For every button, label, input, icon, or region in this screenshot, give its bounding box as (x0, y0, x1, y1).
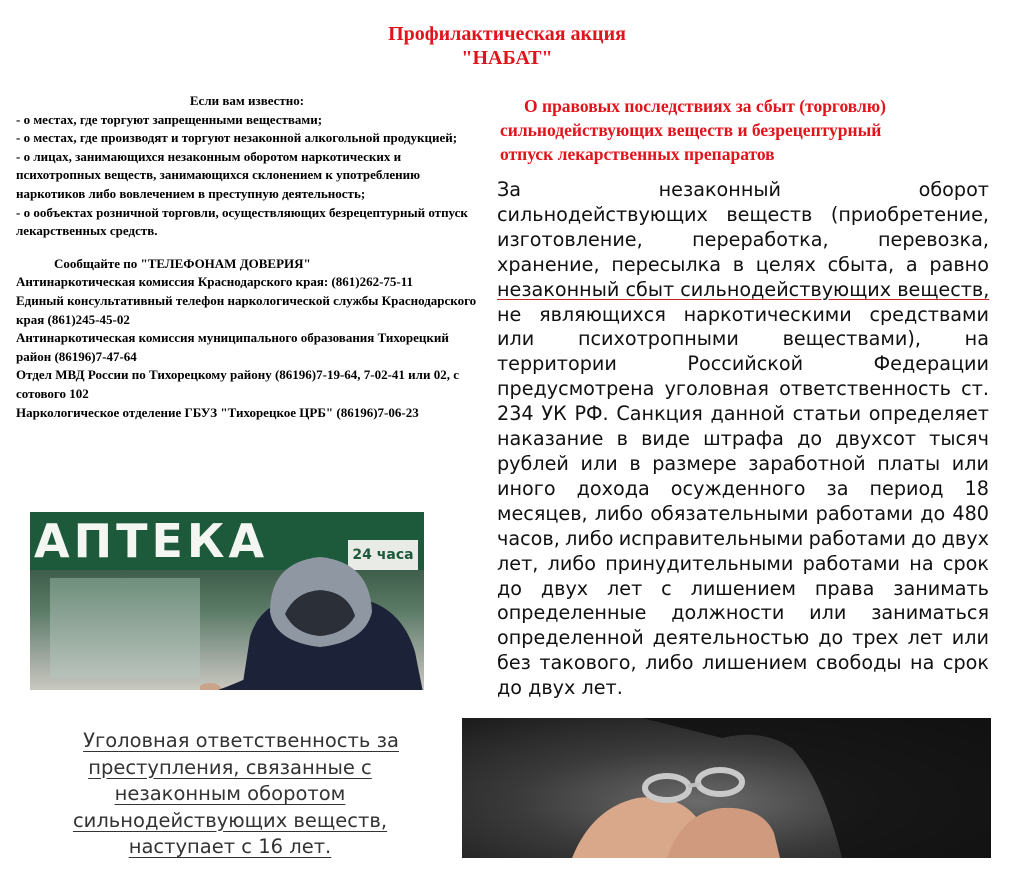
info-item: - о ообъектах розничной торговли, осуществляющих безрецептурный отпуск лекарственных средств. (16, 204, 468, 239)
legal-text-word: РФ. (574, 402, 609, 426)
heading-line: сильнодействующих веществ и безрецептурный (500, 120, 882, 140)
intro-heading: Если вам известно: (189, 93, 305, 108)
legal-text-line (497, 278, 989, 303)
legal-text-word: трех (852, 626, 899, 650)
legal-text-word: месяцев, (497, 501, 588, 525)
title-line-1: Профилактическая акция (388, 23, 626, 45)
legal-text-word: 480 (952, 501, 989, 525)
legal-text-word: рублей (497, 451, 569, 475)
legal-text-word: лишением (690, 576, 796, 600)
handcuffs-photo (462, 718, 991, 858)
legal-text-word: в (629, 451, 641, 475)
legal-text-line (497, 651, 989, 676)
legal-text-line (497, 253, 989, 278)
legal-text-word: хранение, (497, 252, 600, 276)
statement-line: Уголовная ответственность за (83, 729, 399, 752)
hotline-heading: Сообщайте по "ТЕЛЕФОНАМ ДОВЕРИЯ" (54, 255, 311, 271)
legal-text-line (497, 303, 989, 328)
contact-item: Единый консультативный телефон наркологической службы Краснодарского края (861)245-45-02 (16, 292, 477, 327)
info-item: - о местах, где производят и торгуют незаконной алкогольной продукцией; (16, 130, 458, 146)
legal-text-word: оборот (918, 178, 989, 201)
legal-text-word: либо (547, 551, 596, 575)
legal-text-word: осужденного (670, 476, 806, 500)
legal-text-word: предусмотрена (497, 377, 655, 401)
heading-line: О правовых последствиях за сбыт (торговлю) (524, 96, 886, 116)
legal-text-word: либо (645, 651, 694, 675)
legal-text-word: без (497, 651, 531, 675)
legal-text-line (497, 502, 989, 527)
info-item: - о местах, где торгуют запрещенными веществами; (16, 111, 323, 127)
legal-text-word: а (905, 252, 918, 276)
legal-text-word: территории (497, 352, 617, 376)
legal-text-word: наркотическими (683, 302, 852, 326)
left-info-column (16, 92, 478, 422)
legal-text-word: За (497, 178, 522, 201)
legal-text-word: двух (941, 526, 989, 550)
legal-text-line (497, 527, 989, 552)
legal-text-word: сбыта, (827, 252, 895, 276)
legal-text-word: (приобретение, (830, 202, 989, 226)
legal-text-word: до (911, 526, 937, 550)
legal-text-word: в (732, 252, 745, 276)
legal-text-word: психотропными (577, 327, 739, 351)
legal-text-word: принудительными (605, 551, 794, 575)
legal-text-word: с (661, 576, 672, 600)
legal-text-word: наказание (497, 427, 604, 451)
legal-text-word: данной (710, 402, 785, 426)
legal-text-line (497, 601, 989, 626)
legal-text-word: Российской (687, 352, 804, 376)
handcuffed-hands-illustration (462, 718, 991, 858)
title-line-2: "НАБАТ" (461, 47, 553, 69)
age-liability-statement (20, 728, 440, 861)
contact-item: Наркологическое отделение ГБУЗ "Тихорецкое ЦРБ" (86196)7-06-23 (16, 404, 419, 420)
legal-text-body (497, 178, 989, 701)
legal-text-word: часов, (497, 526, 560, 550)
pharmacy-window (50, 578, 200, 678)
legal-text-word: иного (497, 476, 556, 500)
legal-text-word: или (580, 451, 618, 475)
legal-text-word: свободы (815, 651, 902, 675)
legal-text-word: или (497, 327, 535, 351)
legal-text-word: уголовная (664, 377, 769, 401)
legal-text-word: обязательными (650, 501, 809, 525)
legal-text-word: УК (541, 402, 567, 426)
legal-text-word: ст. (961, 377, 989, 401)
legal-text-word: двух (540, 576, 589, 600)
legal-text-word: такового, (539, 651, 637, 675)
legal-text-word: дохода (576, 476, 650, 500)
legal-text-word: ответственность (779, 377, 951, 401)
legal-text-word: исправительными (618, 526, 804, 550)
pharmacy-sign-text: АПТЕКА (34, 514, 269, 568)
legal-text-line (497, 352, 989, 377)
legal-text-word: заниматься (871, 601, 989, 625)
statement-line: наступает с 16 лет. (128, 835, 332, 858)
statement-line: преступления, связанные с (88, 755, 372, 779)
legal-text-word: либо (565, 526, 614, 550)
legal-text-word: на (910, 651, 935, 675)
legal-text-word: пересылка (611, 252, 721, 276)
legal-text-word: или (951, 451, 989, 475)
legal-text-word: сильнодействующих (497, 202, 708, 226)
legal-text-word: заработной (748, 451, 866, 475)
heading-line: отпуск лекарственных препаратов (500, 144, 775, 164)
legal-text-word: до (920, 501, 946, 525)
legal-text-line (497, 577, 989, 602)
legal-text-word: целях (755, 252, 816, 276)
legal-text-word: на (964, 327, 989, 351)
legal-text-word: лет (907, 626, 943, 650)
statement-line: незаконным оборотом (114, 782, 346, 805)
legal-text-word: определенной (497, 626, 644, 650)
legal-text-word: тысяч (929, 427, 989, 451)
legal-text-word: до (818, 626, 844, 650)
legal-text-word: средствами (869, 302, 989, 326)
hours-sign: 24 часа (348, 540, 418, 570)
legal-text-line (497, 178, 989, 203)
legal-text-word: виде (641, 427, 690, 451)
legal-text-word: 18 (964, 476, 989, 500)
legal-text-line (497, 228, 989, 253)
legal-text-line (497, 452, 989, 477)
legal-text-line (497, 427, 989, 452)
legal-text-word: до (797, 427, 823, 451)
legal-text-word: или (809, 601, 847, 625)
legal-text-word: определяет (868, 402, 989, 426)
info-item: - о лицах, занимающихся незаконным оборотом наркотических и психотропных веществ, занимающихся склонением к употреблению наркотиков либо вовлечением в преступную деятельность; (16, 148, 421, 201)
contact-item: Отдел МВД России по Тихорецкому району (86196)7-19-64, 7-02-41 или 02, с сотового 102 (16, 367, 459, 401)
legal-text-word: срок (942, 651, 989, 675)
legal-text-line (497, 676, 989, 701)
legal-text-word: являющихся (539, 302, 666, 326)
legal-text-word: в (616, 427, 628, 451)
legal-text-word: Санкция (616, 402, 703, 426)
legal-text-line (497, 477, 989, 502)
legal-text-line (497, 626, 989, 651)
legal-text-word: лет (607, 576, 643, 600)
statement-line: сильнодействующих веществ, (72, 808, 388, 832)
legal-text-line (497, 402, 989, 427)
contact-item: Антинаркотическая комиссия Краснодарского края: (861)262-75-11 (16, 274, 414, 290)
legal-text-word: незаконный (658, 178, 781, 201)
legal-text-word: работами (802, 551, 900, 575)
legal-text-word: права (814, 576, 875, 600)
legal-consequences-heading (500, 94, 1000, 166)
legal-text-word: веществ (726, 202, 813, 226)
legal-text-word: изготовление, (497, 227, 643, 251)
page-title (0, 22, 1014, 70)
legal-text-word: занимать (893, 576, 989, 600)
legal-text-line (497, 377, 989, 402)
legal-text-word: до двух лет. (497, 676, 623, 700)
legal-text-word: либо (594, 501, 644, 525)
legal-text-word: 234 (497, 402, 534, 426)
legal-text-word: платы (877, 451, 941, 475)
legal-text-word: веществами), (782, 327, 921, 351)
contact-item: Антинаркотическая комиссия муниципального образования Тихорецкий район (86196)7-47-64 (16, 330, 449, 364)
legal-text-word: лет, (497, 551, 539, 575)
legal-text-word: Федерации (873, 352, 989, 376)
legal-text-word: размере (652, 451, 737, 475)
legal-text-word: срок (942, 551, 989, 575)
legal-text-word: статьи (792, 402, 862, 426)
legal-text-word: за (826, 476, 849, 500)
legal-text-word: равно (929, 252, 989, 276)
legal-text-line (497, 203, 989, 228)
legal-text-word: перевозка, (877, 227, 989, 251)
legal-text-word: не (497, 302, 522, 326)
legal-text-word: лишением (701, 651, 808, 675)
legal-text-word: деятельностью (652, 626, 810, 650)
legal-text-word: до (497, 576, 523, 600)
legal-text-word: двухсот (835, 427, 917, 451)
legal-text-word: период (869, 476, 944, 500)
legal-text-word: или (951, 626, 989, 650)
legal-text-word: должности (671, 601, 785, 625)
hooded-person-illustration (200, 542, 424, 690)
legal-text-word: незаконный сбыт сильнодействующих веществ, (497, 277, 990, 301)
legal-text-word: переработка, (692, 227, 829, 251)
legal-text-word: работами (808, 526, 906, 550)
legal-text-line (497, 327, 989, 352)
pharmacy-photo (30, 512, 424, 690)
legal-text-word: на (909, 551, 934, 575)
legal-text-word: штрафа (703, 427, 784, 451)
legal-text-word: определенные (497, 601, 647, 625)
legal-text-line (497, 552, 989, 577)
legal-text-word: работами (815, 501, 914, 525)
